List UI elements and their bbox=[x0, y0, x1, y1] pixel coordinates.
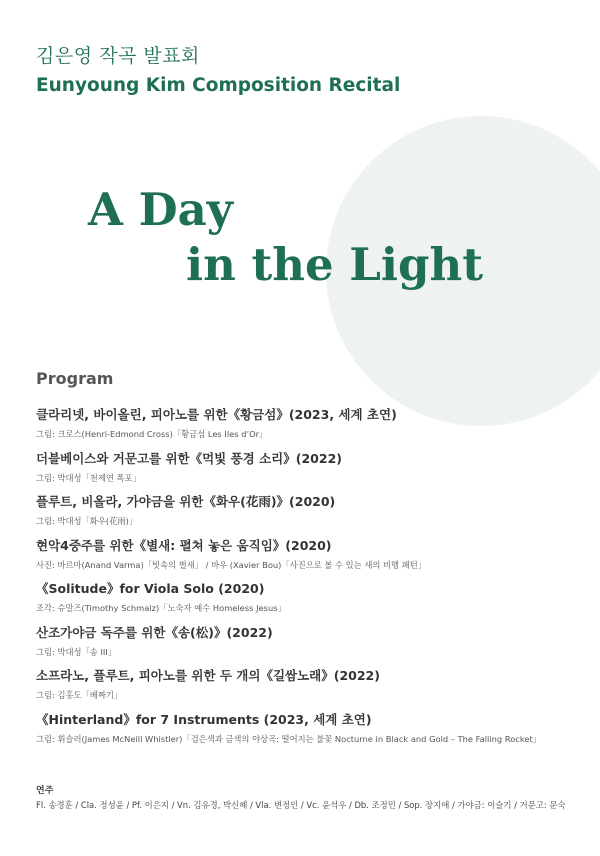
program-work-title: 산조가야금 독주를 위한《송(松)》(2022) bbox=[36, 624, 273, 640]
program-work-credit: 그림: 박대성「천제연 폭포」 bbox=[36, 472, 141, 483]
program-work-title: 더블베이스와 거문고를 위한《먹빛 풍경 소리》(2022) bbox=[36, 450, 342, 466]
program-work-title: 소프라노, 플루트, 피아노를 위한 두 개의《길쌈노래》(2022) bbox=[36, 668, 380, 683]
recital-title-english: Eunyoung Kim Composition Recital bbox=[36, 75, 401, 96]
program-work-credit: 조각: 슈말즈(Timothy Schmalz)「노숙자 예수 Homeless Jesus」 bbox=[36, 603, 286, 613]
program-item bbox=[36, 492, 586, 536]
performers-list: Fl. 송경훈 / Cla. 정성윤 / Pf. 이은지 / Vn. 김유경, 박신혜 / Vla. 변정인 / Vc. 윤석우 / Db. 조정민 / Sop. 장지애 / 가야금: 이슬기 / 거문고: 문숙 bbox=[36, 800, 566, 810]
program-work-credit: 그림: 박대성「송 III」 bbox=[36, 646, 117, 657]
program-item bbox=[36, 666, 586, 710]
main-title-line1: A Day bbox=[88, 183, 233, 236]
program-work-credit: 사진: 바르마(Anand Varma)「빗속의 벌새」 / 바우 (Xavier Bou)「사진으로 볼 수 있는 새의 비행 패턴」 bbox=[36, 559, 427, 570]
program-work-credit: 그림: 김홍도「베짜기」 bbox=[36, 690, 123, 700]
program-work-title: 《Hinterland》for 7 Instruments (2023, 세계 초연) bbox=[36, 711, 372, 727]
program-work-title: 현악4중주를 위한《별새: 펼쳐 놓은 움직임》(2020) bbox=[36, 537, 332, 553]
program-item bbox=[36, 579, 586, 623]
program-item bbox=[36, 710, 586, 754]
program-heading: Program bbox=[36, 369, 114, 388]
program-work-credit: 그림: 크로스(Henri-Edmond Cross)「황금섬 Les Iles d’Or」 bbox=[36, 429, 268, 439]
program-work-title: 클라리넷, 바이올린, 피아노를 위한《황금섬》(2023, 세계 초연) bbox=[36, 407, 397, 422]
program-list bbox=[36, 405, 586, 753]
program-work-title: 《Solitude》for Viola Solo (2020) bbox=[36, 581, 265, 596]
program-work-title: 플루트, 비올라, 가야금을 위한《화우(花雨)》(2020) bbox=[36, 494, 336, 509]
program-item bbox=[36, 405, 586, 449]
program-item bbox=[36, 623, 586, 667]
recital-title-korean: 김은영 작곡 발표회 bbox=[36, 45, 200, 67]
program-work-credit: 그림: 휘슬러(James McNeill Whistler)「검은색과 금색의 야상곡: 떨어지는 불꽃 Nocturne in Black and Gold – The Falling Rocket」 bbox=[36, 733, 542, 744]
program-work-credit: 그림: 박대성「화우(花雨)」 bbox=[36, 516, 138, 526]
program-item bbox=[36, 536, 586, 580]
main-title-line2: in the Light bbox=[186, 238, 483, 291]
performers-heading: 연주 bbox=[36, 786, 54, 796]
program-item bbox=[36, 449, 586, 493]
